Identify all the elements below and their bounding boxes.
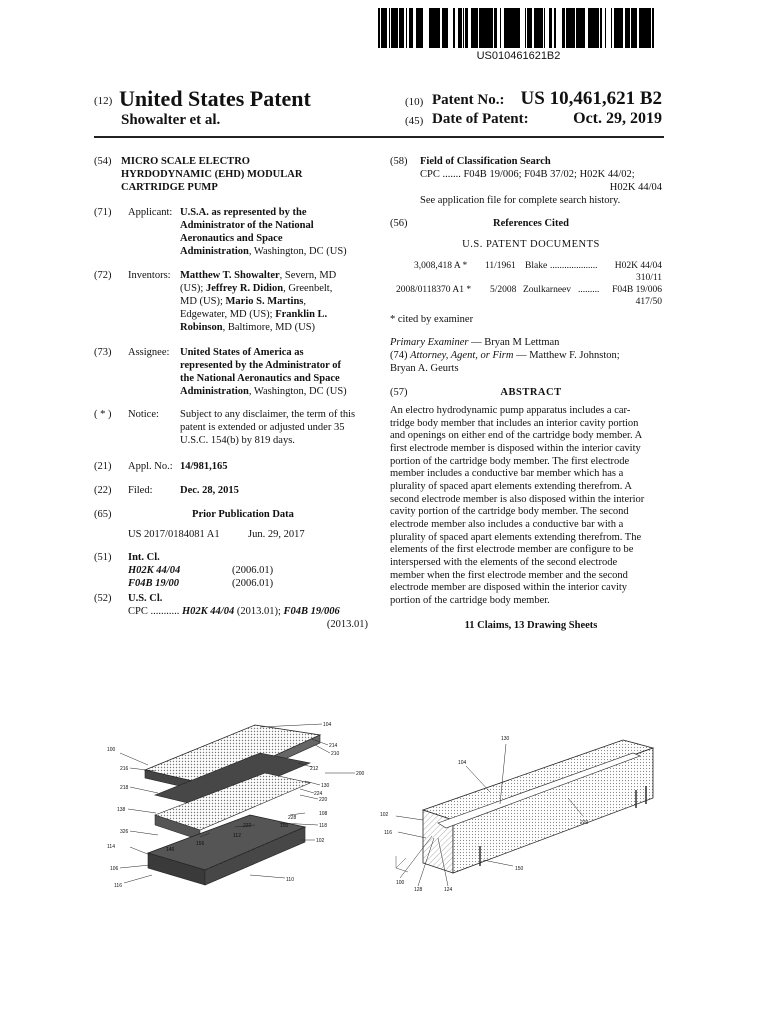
abstract-body bbox=[390, 405, 662, 608]
barcode-bar bbox=[409, 8, 411, 48]
barcode-bar bbox=[615, 8, 617, 48]
barcode-bar bbox=[459, 8, 460, 48]
intcl-2: F04B 19/00 bbox=[128, 578, 180, 589]
applicant-code: (71) bbox=[94, 207, 112, 218]
barcode-bar bbox=[628, 8, 629, 48]
barcode-bar bbox=[465, 8, 466, 48]
assignee-label: Assignee: bbox=[128, 347, 170, 358]
abstract-line: electrode member also includes a conductive bar with a bbox=[390, 518, 624, 530]
barcode-bar bbox=[631, 8, 632, 48]
barcode-bar bbox=[393, 8, 395, 48]
prior-code: (65) bbox=[94, 509, 112, 520]
barcode-bar bbox=[444, 8, 447, 48]
fig-label-326: 326 bbox=[120, 829, 129, 835]
barcode-bar bbox=[632, 8, 635, 48]
inventor-3-location: Edgewater, MD (US); bbox=[180, 309, 276, 320]
cpc-label: CPC bbox=[128, 606, 148, 617]
barcode-bar bbox=[588, 8, 590, 48]
barcode-bar bbox=[447, 8, 448, 48]
barcode-bar bbox=[474, 8, 475, 48]
prior-pub: US 2017/0184081 A1 bbox=[128, 529, 220, 540]
intcl-code: (51) bbox=[94, 552, 112, 563]
barcode-bar bbox=[429, 8, 431, 48]
barcode-bar bbox=[381, 8, 383, 48]
abstract-line: plurality of spaced apart elements extending therefrom. A bbox=[390, 480, 632, 492]
fig-label-228: 228 bbox=[288, 815, 297, 821]
barcode-bar bbox=[537, 8, 538, 48]
barcode-bar bbox=[635, 8, 637, 48]
us-docs-heading: U.S. PATENT DOCUMENTS bbox=[462, 239, 600, 250]
inventors-line-5 bbox=[180, 321, 315, 334]
barcode-bar bbox=[504, 8, 506, 48]
abstract-line: cavity portion of the cartridge body member. The second bbox=[390, 506, 629, 518]
fig-r-label-128: 128 bbox=[414, 887, 423, 893]
date-code: (45) bbox=[405, 115, 424, 127]
ref-2-cls: F04B 19/006 bbox=[612, 285, 662, 295]
barcode-bar bbox=[402, 8, 404, 48]
prior-date: Jun. 29, 2017 bbox=[248, 529, 305, 540]
claims-summary: 11 Claims, 13 Drawing Sheets bbox=[464, 620, 598, 631]
barcode-bar bbox=[605, 8, 606, 48]
barcode-bar bbox=[574, 8, 575, 48]
barcode-bar bbox=[614, 8, 615, 48]
barcode-bar bbox=[463, 8, 464, 48]
barcode-bar bbox=[466, 8, 467, 48]
barcode-bar bbox=[622, 8, 623, 48]
assignee-code: (73) bbox=[94, 347, 112, 358]
assignee-line-3: the National Aeronautics and Space bbox=[180, 373, 340, 384]
ref-1-date: 11/1961 bbox=[485, 261, 516, 271]
abstract-line: member includes a conductive bar member which has a bbox=[390, 468, 624, 480]
barcode-bar bbox=[639, 8, 640, 48]
abstract-code: (57) bbox=[390, 387, 408, 398]
barcode bbox=[377, 8, 660, 48]
abstract-line: portion of the cartridge body member. bbox=[390, 594, 550, 606]
abstract-line: member when the first electrode member and the second bbox=[390, 569, 628, 581]
ref-2-no: 2008/0118370 A1 * bbox=[396, 285, 472, 295]
fig-label-200: 200 bbox=[356, 771, 365, 777]
attorney-code: (74) bbox=[390, 350, 411, 361]
attorney-line-2: Bryan A. Geurts bbox=[390, 363, 459, 374]
barcode-bar bbox=[515, 8, 517, 48]
assignee-line-4 bbox=[180, 385, 347, 398]
barcode-bar bbox=[383, 8, 386, 48]
barcode-bar bbox=[642, 8, 643, 48]
figure-assembled-cartridge bbox=[378, 728, 668, 903]
filed-value: Dec. 28, 2015 bbox=[180, 485, 239, 496]
applicant-label: Applicant: bbox=[128, 207, 173, 218]
fig-label-222: 222 bbox=[243, 823, 252, 829]
barcode-bar bbox=[640, 8, 642, 48]
fig-label-214: 214 bbox=[329, 743, 338, 749]
barcode-bar bbox=[483, 8, 484, 48]
barcode-bar bbox=[617, 8, 620, 48]
fig-r-label-220: 220 bbox=[580, 820, 589, 826]
prior-heading: Prior Publication Data bbox=[192, 509, 294, 520]
barcode-bar bbox=[579, 8, 581, 48]
inventor-1: Matthew T. Showalter bbox=[180, 270, 280, 281]
barcode-bar bbox=[513, 8, 515, 48]
intcl-1-date: (2006.01) bbox=[232, 565, 274, 576]
attorney-label: Attorney, Agent, or Firm bbox=[410, 350, 514, 361]
barcode-bar bbox=[467, 8, 468, 48]
barcode-graphic bbox=[377, 8, 660, 48]
intcl-1: H02K 44/04 bbox=[128, 565, 181, 576]
barcode-bar bbox=[629, 8, 630, 48]
inventor-short: Showalter et al. bbox=[121, 112, 221, 128]
kind-code-label: (12) bbox=[94, 95, 113, 107]
abstract-line: An electro hydrodynamic pump apparatus includes a car- bbox=[390, 405, 631, 416]
barcode-bar bbox=[525, 8, 526, 48]
ref-1-no: 3,008,418 A * bbox=[414, 261, 468, 271]
barcode-bar bbox=[477, 8, 478, 48]
assignee-line-2: represented by the Administrator of bbox=[180, 360, 341, 371]
barcode-bar bbox=[594, 8, 597, 48]
abstract-line: portion of the cartridge body member. The first electrode bbox=[390, 455, 630, 467]
examiner-label: Primary Examiner bbox=[390, 337, 469, 348]
attorney-value: — Matthew F. Johnston; bbox=[513, 350, 620, 361]
fig-label-210: 210 bbox=[331, 751, 340, 757]
fig-label-108: 108 bbox=[319, 811, 328, 817]
barcode-bar bbox=[562, 8, 565, 48]
fig-label-224: 224 bbox=[314, 791, 323, 797]
ref-1-cls-2: 310/11 bbox=[635, 273, 662, 283]
barcode-bar bbox=[648, 8, 650, 48]
notice-code: ( * ) bbox=[94, 409, 112, 420]
cpc-line bbox=[128, 605, 340, 618]
barcode-bar bbox=[461, 8, 462, 48]
applicant-line-3: Aeronautics and Space bbox=[180, 233, 283, 244]
barcode-bar bbox=[646, 8, 648, 48]
fig-label-130: 130 bbox=[321, 783, 330, 789]
inventor-3-sep: , bbox=[303, 296, 307, 307]
barcode-bar bbox=[598, 8, 599, 48]
barcode-bar bbox=[395, 8, 398, 48]
barcode-bar bbox=[484, 8, 487, 48]
notice-line-1: Subject to any disclaimer, the term of this bbox=[180, 409, 356, 420]
barcode-bar bbox=[517, 8, 519, 48]
inventors-line-3 bbox=[180, 295, 306, 308]
fig-label-220: 220 bbox=[319, 797, 328, 803]
barcode-bar bbox=[549, 8, 551, 48]
assignee-line-1: United States of America as bbox=[180, 347, 304, 358]
barcode-bar bbox=[643, 8, 646, 48]
ref-2-name: Zoulkarneev bbox=[523, 285, 572, 295]
barcode-bar bbox=[378, 8, 379, 48]
barcode-bar bbox=[458, 8, 459, 48]
barcode-bar bbox=[551, 8, 552, 48]
ref-2-date: 5/2008 bbox=[490, 285, 517, 295]
title-line-1: MICRO SCALE ELECTRO bbox=[121, 156, 250, 167]
patent-no-code: (10) bbox=[405, 96, 424, 108]
barcode-bar bbox=[590, 8, 591, 48]
inventor-4-last: Robinson bbox=[180, 322, 223, 333]
fig-label-102: 102 bbox=[316, 838, 325, 844]
barcode-bar bbox=[592, 8, 594, 48]
barcode-bar bbox=[417, 8, 418, 48]
abstract-line: and openings on either end of the cartridge body member. A bbox=[390, 430, 643, 442]
fig-r-label-130: 130 bbox=[501, 736, 510, 742]
barcode-bar bbox=[509, 8, 510, 48]
fig-label-212: 212 bbox=[310, 766, 319, 772]
barcode-bar bbox=[420, 8, 421, 48]
applicant-line-2: Administrator of the National bbox=[180, 220, 314, 231]
barcode-bar bbox=[620, 8, 621, 48]
barcode-bar bbox=[432, 8, 433, 48]
barcode-bar bbox=[625, 8, 626, 48]
inventors-label: Inventors: bbox=[128, 270, 171, 281]
fig-label-150: 150 bbox=[280, 823, 289, 829]
fig-label-100: 100 bbox=[107, 747, 116, 753]
filed-label: Filed: bbox=[128, 485, 153, 496]
applicant-name-bold: Administration bbox=[180, 246, 249, 257]
barcode-bar bbox=[411, 8, 412, 48]
title-line-3: CARTRIDGE PUMP bbox=[121, 182, 218, 193]
barcode-bar bbox=[527, 8, 529, 48]
barcode-bar bbox=[421, 8, 423, 48]
fig-label-156: 156 bbox=[196, 841, 205, 847]
inventor-2-country: MD (US); bbox=[180, 296, 226, 307]
abstract-line: tridge body member that includes an interior cavity portion bbox=[390, 417, 639, 429]
field-code: (58) bbox=[390, 156, 408, 167]
assignee-name-bold: Administration bbox=[180, 386, 249, 397]
fig-label-112: 112 bbox=[233, 833, 241, 839]
abstract-line: plurality of spaced apart elements extending therefrom. The bbox=[390, 531, 642, 543]
barcode-bar bbox=[510, 8, 513, 48]
barcode-bar bbox=[391, 8, 393, 48]
barcode-bar bbox=[531, 8, 532, 48]
inventors-line-4 bbox=[180, 308, 327, 321]
attorney-line bbox=[390, 349, 620, 362]
barcode-bar bbox=[460, 8, 461, 48]
abstract-heading: ABSTRACT bbox=[500, 387, 562, 398]
barcode-bar bbox=[581, 8, 583, 48]
inventor-2: Jeffrey R. Didion bbox=[205, 283, 284, 294]
fig-label-110: 110 bbox=[286, 877, 294, 883]
cpc-2-date: (2013.01) bbox=[326, 619, 368, 630]
barcode-bar bbox=[584, 8, 585, 48]
fig-r-label-104: 104 bbox=[458, 760, 467, 766]
barcode-bar bbox=[653, 8, 654, 48]
barcode-bar bbox=[453, 8, 454, 48]
barcode-bar bbox=[475, 8, 477, 48]
barcode-text: US010461621B2 bbox=[476, 50, 561, 62]
filed-code: (22) bbox=[94, 485, 112, 496]
inventor-3: Mario S. Martins bbox=[225, 296, 304, 307]
title-line-2: HYRDODYNAMIC (EHD) MODULAR bbox=[121, 169, 303, 180]
refs-code: (56) bbox=[390, 218, 408, 229]
ref-2-dots: ......... bbox=[578, 285, 600, 295]
barcode-bar bbox=[650, 8, 651, 48]
barcode-bar bbox=[544, 8, 545, 48]
patent-no-label: Patent No.: bbox=[432, 92, 505, 108]
abstract-line: first electrode member is disposed within the interior cavity bbox=[390, 442, 641, 454]
intcl-label: Int. Cl. bbox=[128, 552, 160, 563]
barcode-bar bbox=[601, 8, 602, 48]
appl-code: (21) bbox=[94, 461, 112, 472]
barcode-bar bbox=[597, 8, 598, 48]
barcode-bar bbox=[399, 8, 400, 48]
appl-label: Appl. No.: bbox=[128, 461, 173, 472]
uscl-label: U.S. Cl. bbox=[128, 593, 163, 604]
appl-value: 14/981,165 bbox=[180, 461, 228, 472]
barcode-bar bbox=[400, 8, 402, 48]
field-note: See application file for complete search history. bbox=[420, 195, 621, 206]
inventor-4-location: , Baltimore, MD (US) bbox=[222, 322, 316, 333]
field-cpc: CPC ....... F04B 19/006; F04B 37/02; H02K 44/02; bbox=[420, 169, 635, 180]
ref-1-cls: H02K 44/04 bbox=[614, 261, 662, 271]
inventor-4-first: Franklin L. bbox=[275, 309, 328, 320]
fig-r-label-116: 116 bbox=[384, 830, 392, 836]
fig-r-label-124: 124 bbox=[444, 887, 453, 893]
barcode-bar bbox=[621, 8, 622, 48]
fig-label-114: 114 bbox=[107, 844, 115, 850]
header-rule bbox=[94, 136, 664, 138]
barcode-bar bbox=[571, 8, 574, 48]
cpc-2: F04B 19/006 bbox=[283, 606, 340, 617]
barcode-bar bbox=[534, 8, 536, 48]
inventors-line-2 bbox=[180, 282, 332, 295]
notice-line-3: U.S.C. 154(b) by 819 days. bbox=[180, 435, 295, 446]
country-title: United States Patent bbox=[119, 86, 311, 111]
barcode-bar bbox=[506, 8, 509, 48]
barcode-bar bbox=[490, 8, 493, 48]
barcode-bar bbox=[480, 8, 483, 48]
uscl-code: (52) bbox=[94, 593, 112, 604]
field-cpc-2: H02K 44/04 bbox=[609, 182, 662, 193]
barcode-bar bbox=[487, 8, 490, 48]
fig-label-116: 116 bbox=[114, 883, 122, 889]
barcode-bar bbox=[389, 8, 390, 48]
fig-r-label-150: 150 bbox=[515, 866, 524, 872]
barcode-bar bbox=[541, 8, 543, 48]
cpc-1-date: (2013.01); bbox=[236, 606, 281, 617]
barcode-bar bbox=[454, 8, 455, 48]
inventor-2-location: , Greenbelt, bbox=[283, 283, 333, 294]
date-label: Date of Patent: bbox=[432, 111, 529, 127]
patent-no-value: US 10,461,621 B2 bbox=[520, 88, 662, 109]
barcode-bar bbox=[576, 8, 579, 48]
abstract-line: elements of the first electrode member are configure to be bbox=[390, 544, 634, 556]
barcode-bar bbox=[418, 8, 420, 48]
fig-label-138: 138 bbox=[117, 807, 126, 813]
barcode-bar bbox=[442, 8, 444, 48]
field-heading: Field of Classification Search bbox=[420, 156, 551, 167]
barcode-bar bbox=[479, 8, 480, 48]
barcode-bar bbox=[627, 8, 628, 48]
inventor-1-country: (US); bbox=[180, 283, 206, 294]
barcode-bar bbox=[555, 8, 556, 48]
fig-r-label-102: 102 bbox=[380, 812, 389, 818]
barcode-bar bbox=[386, 8, 387, 48]
barcode-bar bbox=[568, 8, 571, 48]
ref-1-dots: .................... bbox=[550, 261, 598, 271]
fig-r-label-100: 100 bbox=[396, 880, 405, 886]
abstract-line: electrode member are disposed within the interior cavity bbox=[390, 582, 628, 594]
barcode-bar bbox=[566, 8, 568, 48]
fig-label-118: 118 bbox=[319, 823, 327, 829]
applicant-line-4 bbox=[180, 245, 347, 258]
fig-label-216: 216 bbox=[120, 766, 129, 772]
cited-by-examiner: * cited by examiner bbox=[390, 314, 474, 325]
barcode-bar bbox=[554, 8, 555, 48]
fig-label-106: 106 bbox=[110, 866, 119, 872]
barcode-bar bbox=[611, 8, 612, 48]
barcode-bar bbox=[412, 8, 413, 48]
abstract-line: second electrode member is also disposed within the interior bbox=[390, 493, 645, 505]
intcl-2-date: (2006.01) bbox=[232, 578, 274, 589]
barcode-bar bbox=[583, 8, 584, 48]
inventors-code: (72) bbox=[94, 270, 112, 281]
title-code: (54) bbox=[94, 156, 112, 167]
refs-heading: References Cited bbox=[493, 218, 569, 229]
applicant-location: , Washington, DC (US) bbox=[248, 246, 347, 257]
barcode-bar bbox=[626, 8, 627, 48]
barcode-bar bbox=[536, 8, 537, 48]
barcode-bar bbox=[431, 8, 432, 48]
inventors-line-1 bbox=[180, 269, 336, 282]
barcode-bar bbox=[652, 8, 653, 48]
cpc-dots: ........... bbox=[150, 606, 180, 617]
applicant-line-1: U.S.A. as represented by the bbox=[180, 207, 307, 218]
barcode-bar bbox=[600, 8, 601, 48]
barcode-bar bbox=[519, 8, 520, 48]
barcode-bar bbox=[494, 8, 497, 48]
cpc-1: H02K 44/04 bbox=[181, 606, 235, 617]
barcode-bar bbox=[591, 8, 592, 48]
fig-label-104: 104 bbox=[323, 722, 332, 728]
inventor-1-location: , Severn, MD bbox=[279, 270, 337, 281]
fig-label-218: 218 bbox=[120, 785, 129, 791]
figure-exploded-pump bbox=[100, 715, 370, 900]
barcode-bar bbox=[471, 8, 474, 48]
barcode-bar bbox=[529, 8, 530, 48]
barcode-bar bbox=[436, 8, 438, 48]
fig-label-146: 146 bbox=[166, 847, 175, 853]
ref-2-cls-2: 417/50 bbox=[635, 297, 662, 307]
date-value: Oct. 29, 2019 bbox=[573, 110, 662, 127]
barcode-bar bbox=[406, 8, 407, 48]
ref-1-name: Blake bbox=[525, 261, 548, 271]
barcode-bar bbox=[500, 8, 501, 48]
assignee-location: , Washington, DC (US) bbox=[248, 386, 347, 397]
barcode-bar bbox=[530, 8, 531, 48]
barcode-bar bbox=[433, 8, 436, 48]
notice-label: Notice: bbox=[128, 409, 159, 420]
abstract-line: interspersed with the elements of the second electrode bbox=[390, 556, 618, 568]
examiner-line bbox=[390, 336, 559, 349]
barcode-bar bbox=[379, 8, 380, 48]
barcode-bar bbox=[438, 8, 440, 48]
notice-line-2: patent is extended or adjusted under 35 bbox=[180, 422, 345, 433]
examiner-value: — Bryan M Lettman bbox=[468, 337, 560, 348]
barcode-bar bbox=[416, 8, 417, 48]
barcode-bar bbox=[538, 8, 541, 48]
